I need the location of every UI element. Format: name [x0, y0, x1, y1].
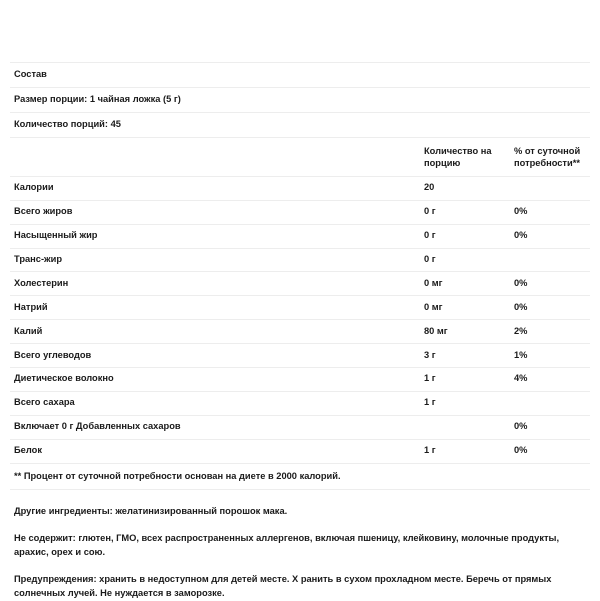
serving-size-text: Размер порции: 1 чайная ложка (5 г): [14, 93, 181, 104]
column-header-row: [10, 137, 590, 176]
nutrient-daily-value: 0%: [514, 230, 528, 241]
panel-title: Состав: [14, 69, 47, 79]
daily-value-footnote-row: [10, 463, 590, 490]
nutrient-name: Включает 0 г Добавленных сахаров: [14, 421, 181, 432]
nutrient-amount: 1 г: [424, 397, 436, 408]
table-row: [10, 272, 590, 296]
nutrient-amount: 0 г: [424, 254, 436, 264]
nutrient-daily-value: 0%: [514, 421, 528, 432]
servings-per-container-text: Количество порций: 45: [14, 118, 121, 129]
column-header-amount: Количество на порцию: [424, 145, 492, 168]
column-header-blank: [10, 138, 420, 152]
facts-body: [10, 63, 590, 491]
table-row: [10, 415, 590, 439]
nutrient-name: Калории: [14, 182, 54, 193]
supplement-facts-table: [10, 62, 590, 490]
nutrient-name: Холестерин: [14, 277, 69, 288]
top-spacer: [10, 0, 590, 62]
servings-per-container-row: [10, 112, 590, 137]
nutrient-daily-value: [510, 249, 590, 260]
nutrient-amount: 80 мг: [424, 325, 448, 336]
nutrient-amount: [420, 416, 510, 427]
table-row: [10, 439, 590, 463]
nutrient-daily-value: 0%: [514, 206, 528, 217]
nutrient-name: Натрий: [14, 301, 48, 312]
nutrient-name: Насыщенный жир: [14, 230, 98, 241]
warnings-text: Предупреждения: хранить в недоступном для детей месте. Х ранить в сухом прохладном месте. Беречь от прямых солнечных лучей. Не нуждается в заморозке.: [14, 574, 552, 599]
nutrient-amount: 1 г: [424, 373, 436, 384]
column-header-daily-value: % от суточной потребности**: [514, 145, 581, 168]
nutrient-daily-value: 4%: [514, 373, 528, 384]
label-paragraphs: [10, 490, 590, 601]
table-row: [10, 176, 590, 200]
nutrient-daily-value: [510, 392, 590, 403]
nutrient-name: Всего жиров: [14, 206, 73, 217]
daily-value-footnote: ** Процент от суточной потребности основан на диете в 2000 калорий.: [14, 470, 341, 481]
nutrient-amount: 0 г: [424, 206, 436, 217]
nutrient-amount: 3 г: [424, 349, 436, 360]
nutrient-amount: 0 мг: [424, 277, 443, 288]
panel-title-row: [10, 63, 590, 88]
nutrient-daily-value: 0%: [514, 301, 528, 312]
nutrient-daily-value: 2%: [514, 325, 528, 336]
nutrient-name: Белок: [14, 445, 42, 456]
table-row: [10, 200, 590, 224]
nutrient-amount: 0 мг: [424, 301, 443, 312]
table-row: [10, 367, 590, 391]
nutrient-daily-value: 1%: [514, 349, 528, 360]
nutrient-name: Калий: [14, 325, 43, 336]
table-row: [10, 391, 590, 415]
table-row: [10, 296, 590, 320]
nutrient-name: Всего углеводов: [14, 349, 92, 360]
nutrient-daily-value: [510, 177, 590, 188]
serving-size-row: [10, 87, 590, 112]
nutrient-name: Всего сахара: [14, 397, 75, 408]
nutrient-amount: 1 г: [424, 445, 436, 456]
nutrient-amount: 0 г: [424, 230, 436, 241]
table-row: [10, 344, 590, 368]
nutrient-amount: 20: [424, 182, 435, 193]
nutrient-daily-value: 0%: [514, 277, 528, 288]
table-row: [10, 320, 590, 344]
table-row: [10, 224, 590, 248]
nutrient-name: Диетическое волокно: [14, 373, 114, 384]
other-ingredients-text: Другие ингредиенты: желатинизированный порошок мака.: [14, 506, 288, 517]
nutrient-daily-value: 0%: [514, 445, 528, 456]
table-row: [10, 248, 590, 272]
nutrient-name: Транс-жир: [14, 254, 63, 264]
free-from-text: Не содержит: глютен, ГМО, всех распространенных аллергенов, включая пшеницу, клейковину, молочные продукты, арахис, орех и сою.: [14, 533, 560, 558]
